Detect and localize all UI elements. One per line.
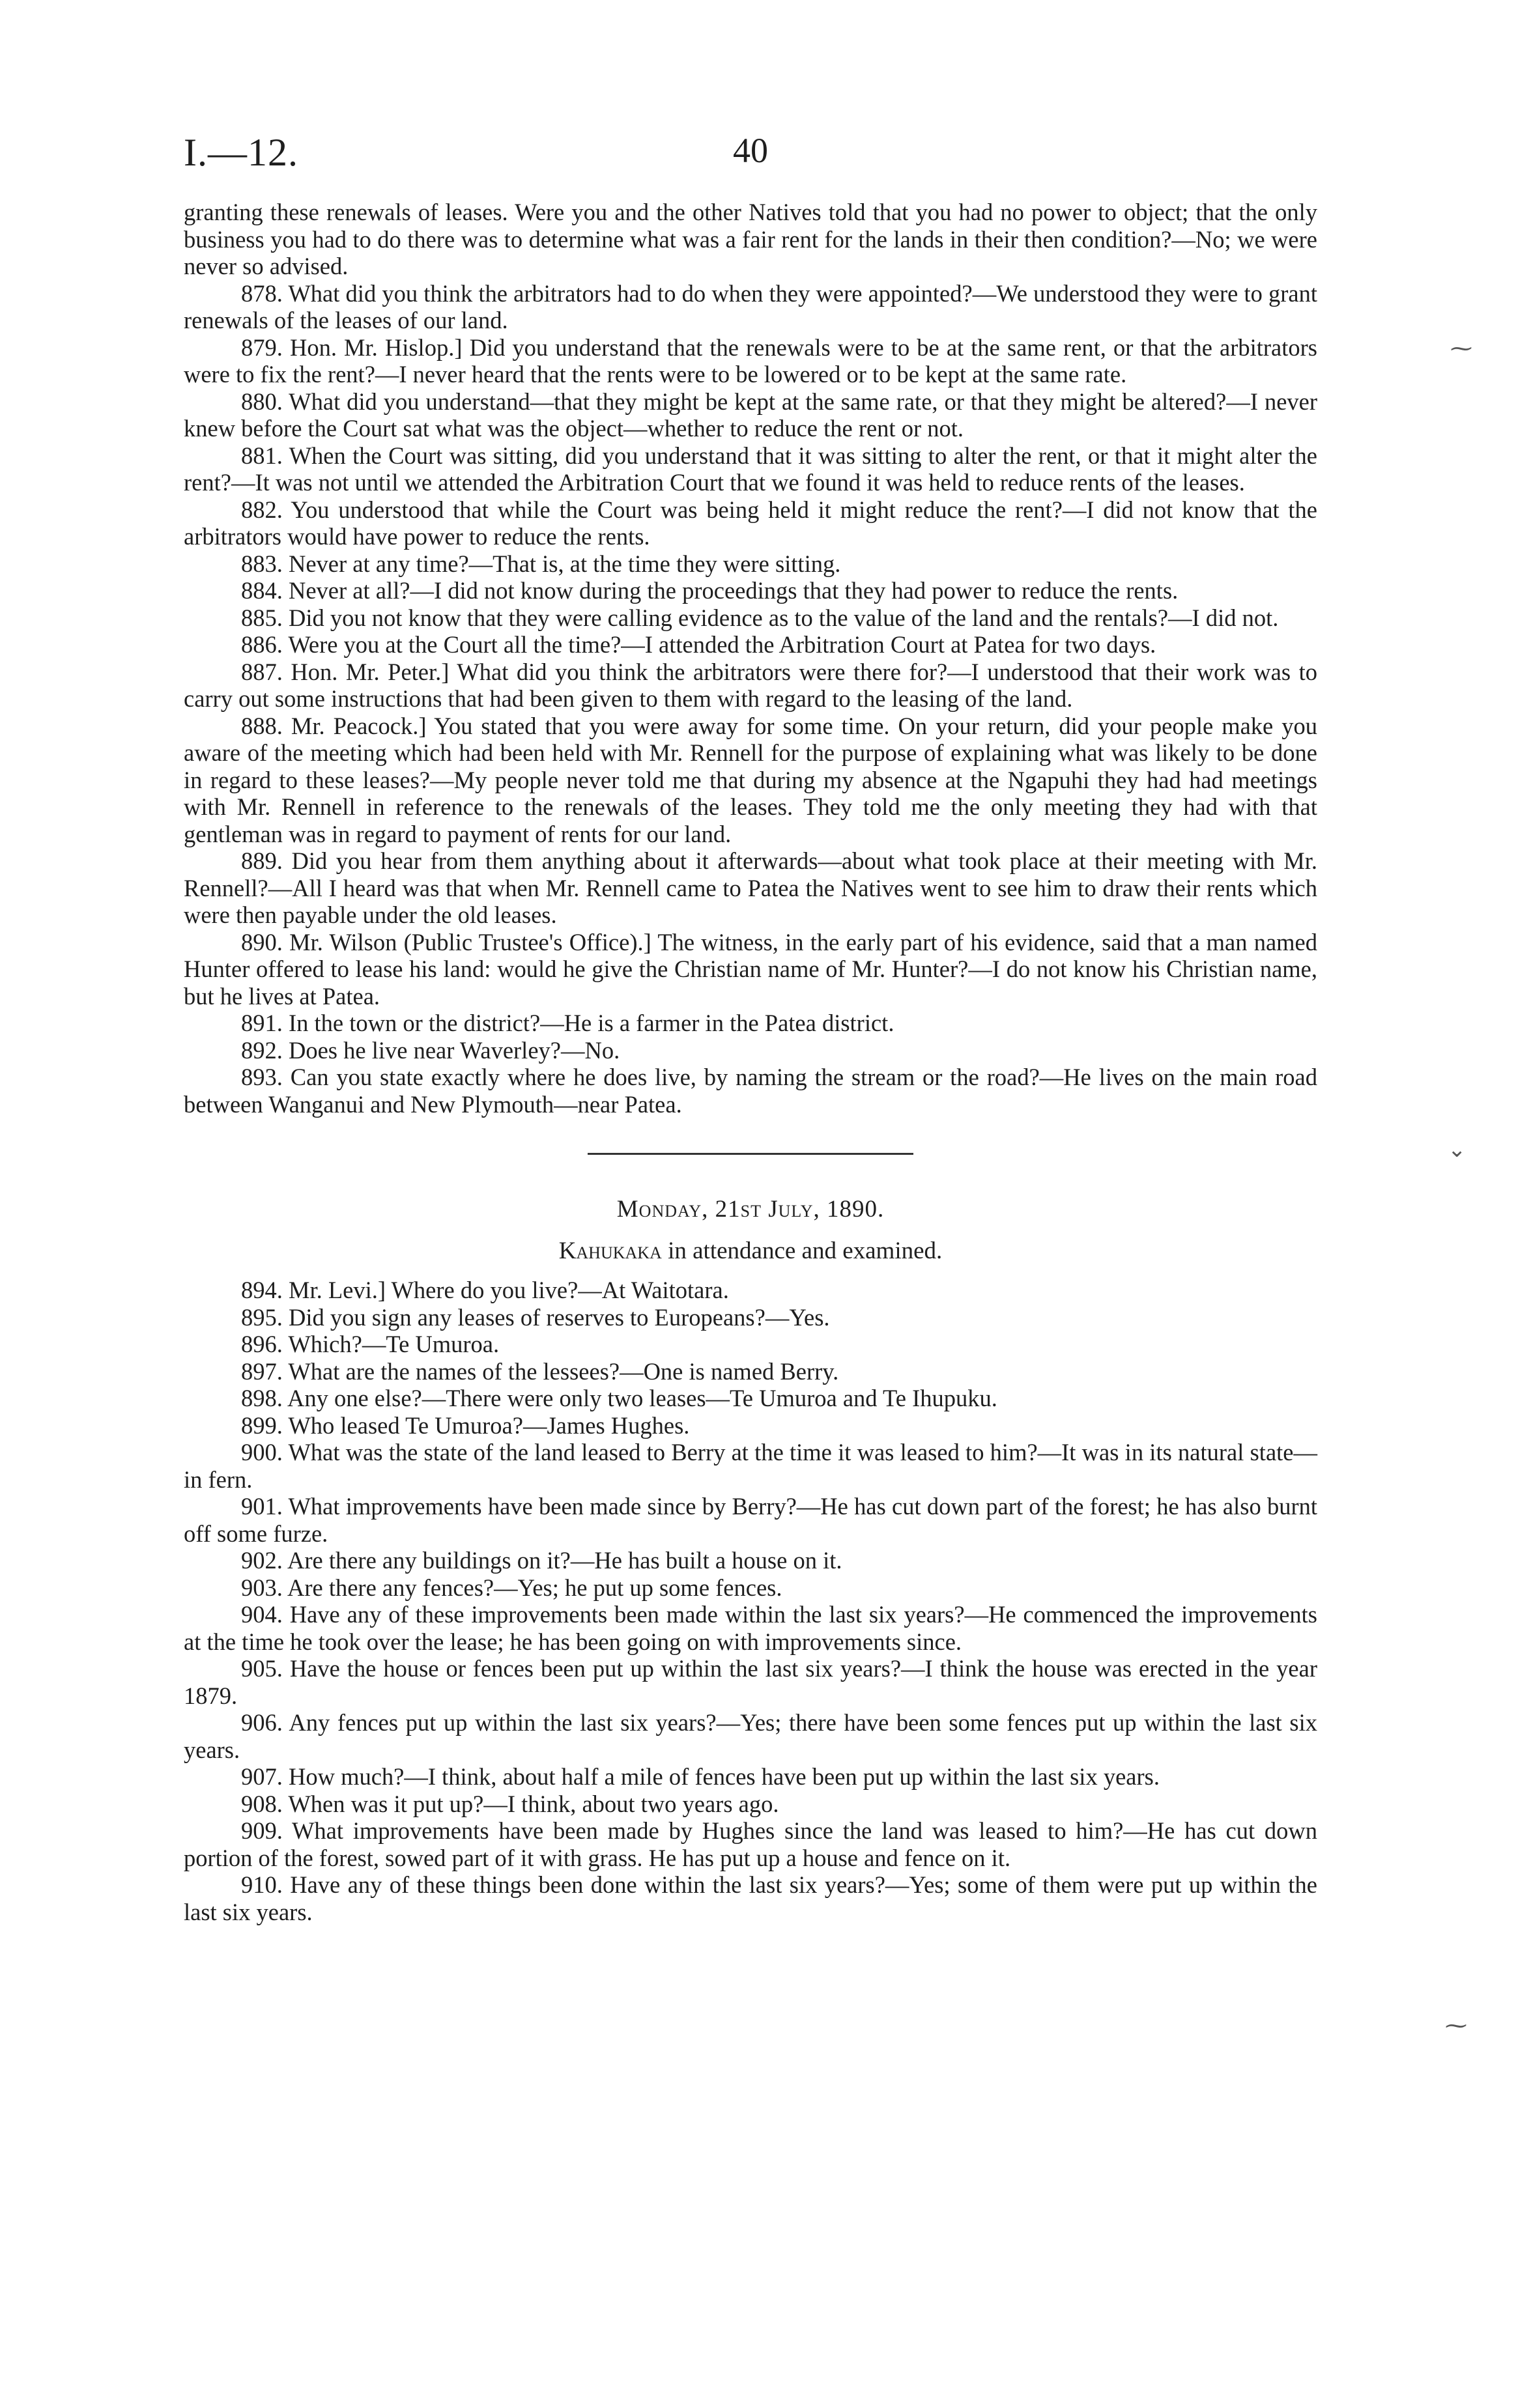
margin-mark: ⁓	[1445, 2014, 1467, 2038]
page-number: 40	[733, 131, 768, 170]
evidence-paragraph: 878. What did you think the arbitrators had to do when they were appointed?—We understood they were to grant renewals of the leases of our land.	[184, 279, 1317, 333]
evidence-paragraph: 907. How much?—I think, about half a mile of fences have been put up within the last six years.	[241, 1763, 1160, 1790]
evidence-paragraph: 885. Did you not know that they were calling evidence as to the value of the land and the rentals?—I did not.	[241, 604, 1279, 631]
evidence-paragraph: 883. Never at any time?—That is, at the time they were sitting.	[241, 550, 841, 577]
evidence-paragraph: 896. Which?—Te Umuroa.	[241, 1331, 500, 1357]
margin-mark: ⌄	[1448, 1138, 1466, 1162]
divider-rule	[588, 1153, 913, 1155]
evidence-paragraph: 897. What are the names of the lessees?—One is named Berry.	[241, 1357, 839, 1385]
evidence-paragraph: 909. What improvements have been made by Hughes since the land was leased to him?—He has cut down portion of the forest, sowed part of it with grass. He has put up a house and fence on it.	[184, 1817, 1317, 1871]
page-reference: I.—12.	[184, 131, 298, 174]
evidence-paragraph: granting these renewals of leases. Were you and the other Natives told that you had no power to object; that the only business you had to do there was to determine what was a fair rent for the lands in their then condition?—No; we were never so advised.	[184, 199, 1317, 279]
margin-mark: ⁓	[1450, 337, 1472, 361]
evidence-paragraph: 901. What improvements have been made since by Berry?—He has cut down part of the forest; he has also burnt off some furze.	[184, 1493, 1317, 1547]
evidence-paragraph: 906. Any fences put up within the last six years?—Yes; there have been some fences put up within the last six years.	[184, 1709, 1317, 1763]
evidence-paragraph: 904. Have any of these improvements been made within the last six years?—He commenced the improvements at the time he took over the lease; he has been going on with improvements since.	[184, 1601, 1317, 1655]
evidence-paragraph: 898. Any one else?—There were only two leases—Te Umuroa and Te Ihupuku.	[241, 1385, 997, 1411]
evidence-paragraph: 882. You understood that while the Court was being held it might reduce the rent?—I did not know that the arbitrators would have power to reduce the rents.	[184, 496, 1317, 550]
evidence-paragraph: 888. Mr. Peacock.] You stated that you were away for some time. On your return, did your people make you aware of the meeting which had been held with Mr. Rennell for the purpose of explaining what was likely to be done in regard to these leases?—My people never told me that during my absence at the Ngapuhi they had had meetings with Mr. Rennell in reference to the renewals of the leases. They told me the only meeting they had with that gentleman was in regard to payment of rents for our land.	[184, 712, 1317, 847]
evidence-before-session	[184, 199, 1317, 1118]
evidence-paragraph: 899. Who leased Te Umuroa?—James Hughes.	[241, 1411, 690, 1439]
session-date: Monday, 21st July, 1890.	[616, 1196, 885, 1223]
evidence-paragraph: 900. What was the state of the land leased to Berry at the time it was leased to him?—It was in its natural state—in fern.	[184, 1439, 1317, 1493]
evidence-paragraph: 891. In the town or the district?—He is a farmer in the Patea district.	[241, 1010, 894, 1036]
evidence-paragraph: 886. Were you at the Court all the time?—I attended the Arbitration Court at Patea for two days.	[241, 631, 1156, 658]
evidence-paragraph: 905. Have the house or fences been put up within the last six years?—I think the house was erected in the year 1879.	[184, 1655, 1317, 1709]
evidence-paragraph: 903. Are there any fences?—Yes; he put up some fences.	[241, 1574, 782, 1601]
evidence-paragraph: 890. Mr. Wilson (Public Trustee's Office).] The witness, in the early part of his evidence, said that a man named Hunter offered to lease his land: would he give the Christian name of Mr. Hunter?—I do not know his Christian name, but he lives at Patea.	[184, 928, 1317, 1010]
section-divider	[184, 1118, 1317, 1196]
evidence-paragraph: 892. Does he live near Waverley?—No.	[241, 1036, 620, 1064]
witness-status: in attendance and examined.	[661, 1238, 943, 1264]
evidence-paragraph: 889. Did you hear from them anything about it afterwards—about what took place at their meeting with Mr. Rennell?—All I heard was that when Mr. Rennell came to Patea the Natives went to see him to draw their rents which were then payable under the old leases.	[184, 847, 1317, 928]
body-text	[184, 199, 1317, 1925]
evidence-paragraph: 902. Are there any buildings on it?—He has built a house on it.	[241, 1547, 842, 1574]
evidence-paragraph: 887. Hon. Mr. Peter.] What did you think the arbitrators were there for?—I understood that their work was to carry out some instructions that had been given to them with regard to the leasing of the land.	[184, 658, 1317, 712]
evidence-paragraph: 884. Never at all?—I did not know during the proceedings that they had power to reduce the rents.	[241, 577, 1179, 604]
evidence-paragraph: 910. Have any of these things been done within the last six years?—Yes; some of them were put up within the last six years.	[184, 1871, 1317, 1925]
evidence-after-session	[184, 1277, 1317, 1925]
evidence-paragraph: 880. What did you understand—that they might be kept at the same rate, or that they might be altered?—I never knew before the Court sat what was the object—whether to reduce the rent or not.	[184, 388, 1317, 442]
page-header	[184, 130, 1317, 189]
witness-line	[184, 1238, 1317, 1265]
witness-name: Kahukaka	[558, 1238, 662, 1264]
evidence-paragraph: 908. When was it put up?—I think, about two years ago.	[241, 1790, 779, 1817]
evidence-paragraph: 894. Mr. Levi.] Where do you live?—At Waitotara.	[241, 1277, 729, 1303]
evidence-paragraph: 879. Hon. Mr. Hislop.] Did you understand that the renewals were to be at the same rent, or that the arbitrators were to fix the rent?—I never heard that the rents were to be lowered or to be kept at the same rate.	[184, 333, 1317, 388]
evidence-paragraph: 895. Did you sign any leases of reserves to Europeans?—Yes.	[241, 1303, 830, 1331]
evidence-paragraph: 893. Can you state exactly where he does live, by naming the stream or the road?—He lives on the main road between Wanganui and New Plymouth—near Patea.	[184, 1064, 1317, 1118]
evidence-paragraph: 881. When the Court was sitting, did you understand that it was sitting to alter the rent, or that it might alter the rent?—It was not until we attended the Arbitration Court that we found it was held to reduce rents of the leases.	[184, 442, 1317, 496]
